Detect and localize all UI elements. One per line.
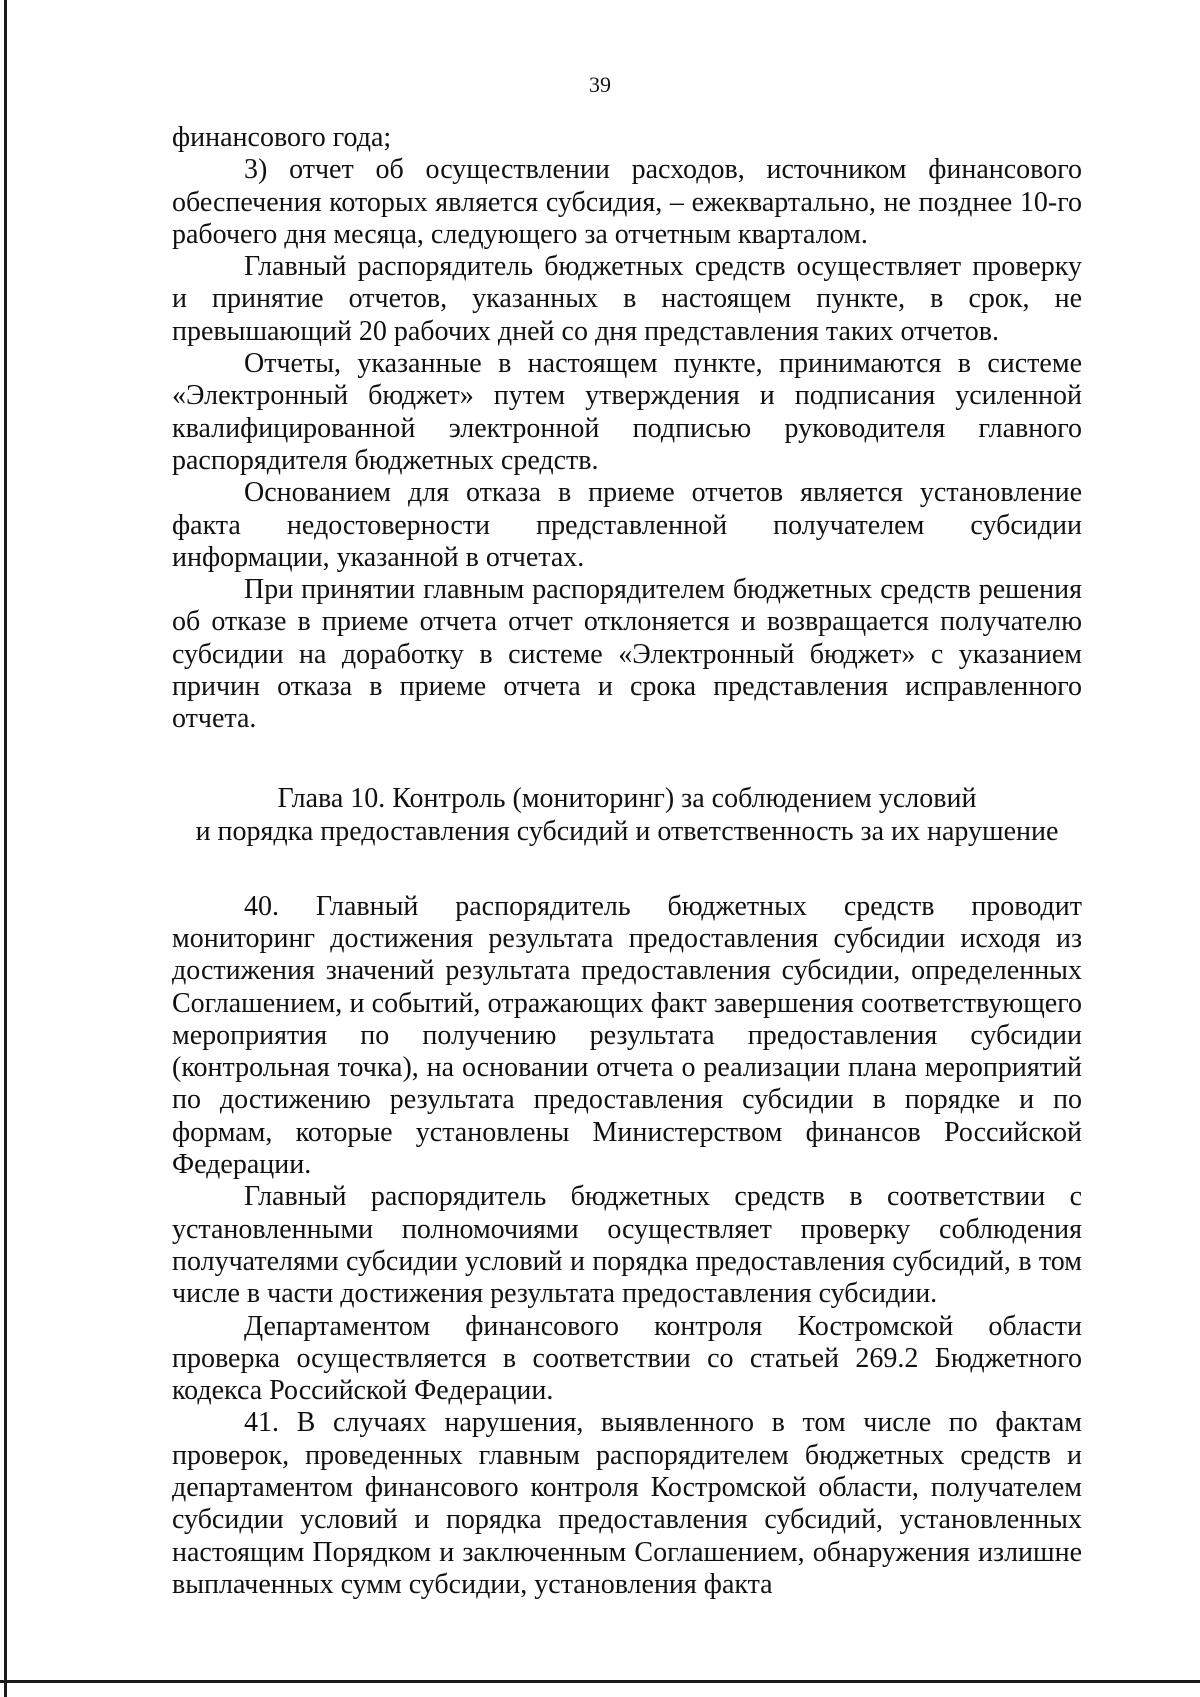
paragraph-report-check: Главный распорядитель бюджетных средств осуществляет проверку и принятие отчетов, указанных в настоящем пункте, в срок, не превышающий 20 рабочих дней со дня представления таких отчетов. xyxy=(172,251,1082,347)
paragraph-compliance-check: Главный распорядитель бюджетных средств в соответствии с установленными полномочиями осуществляет проверку соблюдения получателями субсидии условий и порядка предоставления субсидий, в том числе в части достижения результата предоставления субсидии. xyxy=(172,1181,1082,1310)
paragraph-refusal-decision: При принятии главным распорядителем бюджетных средств решения об отказе в приеме отчета отчет отклоняется и возвращается получателю субсидии на доработку в системе «Электронный бюджет» с указанием причин отказа в приеме отчета и срока представления исправленного отчета. xyxy=(172,574,1082,735)
chapter-heading-line-1: Глава 10. Контроль (мониторинг) за соблюдением условий xyxy=(277,782,977,814)
paragraph-continuation: финансового года; xyxy=(172,122,392,153)
scan-border-bottom xyxy=(0,1680,1200,1683)
paragraph-item-40: 40. Главный распорядитель бюджетных средств проводит мониторинг достижения результата предоставления субсидии исходя из достижения значений результата предоставления субсидии, определенных Соглашением, и событий, отражающих факт завершения соответствующего мероприятия по получению результата предоставления субсидии (контрольная точка), на основании отчета о реализации плана мероприятий по достижению результата предоставления субсидии в порядке и по формам, которые установлены Министерством финансов Российской Федерации. xyxy=(172,890,1082,1181)
scan-border-left xyxy=(4,0,7,1697)
paragraph-refusal-grounds: Основанием для отказа в приеме отчетов является установление факта недостоверности представленной получателем субсидии информации, указанной в отчетах. xyxy=(172,477,1082,573)
paragraph-item-3: 3) отчет об осуществлении расходов, источником финансового обеспечения которых является субсидия, – ежеквартально, не позднее 10-го рабочего дня месяца, следующего за отчетным кварталом. xyxy=(172,154,1082,250)
paragraph-financial-control: Департаментом финансового контроля Костромской области проверка осуществляется в соответствии со статьей 269.2 Бюджетного кодекса Российской Федерации. xyxy=(172,1310,1082,1407)
chapter-heading xyxy=(172,782,1082,848)
paragraph-report-acceptance: Отчеты, указанные в настоящем пункте, принимаются в системе «Электронный бюджет» путем утверждения и подписания усиленной квалифицированной электронной подписью руководителя главного распорядителя бюджетных средств. xyxy=(172,348,1082,476)
paragraph-item-41: 41. В случаях нарушения, выявленного в том числе по фактам проверок, проведенных главным распорядителем бюджетных средств и департаментом финансового контроля Костромской области, получателем субсидии условий и порядка предоставления субсидий, установленных настоящим Порядком и заключенным Соглашением, обнаружения излишне выплаченных сумм субсидии, установления факта xyxy=(172,1407,1082,1600)
document-body xyxy=(172,122,1082,1601)
page-number: 39 xyxy=(589,72,611,97)
chapter-heading-line-2: и порядка предоставления субсидий и ответственность за их нарушение xyxy=(195,815,1059,847)
